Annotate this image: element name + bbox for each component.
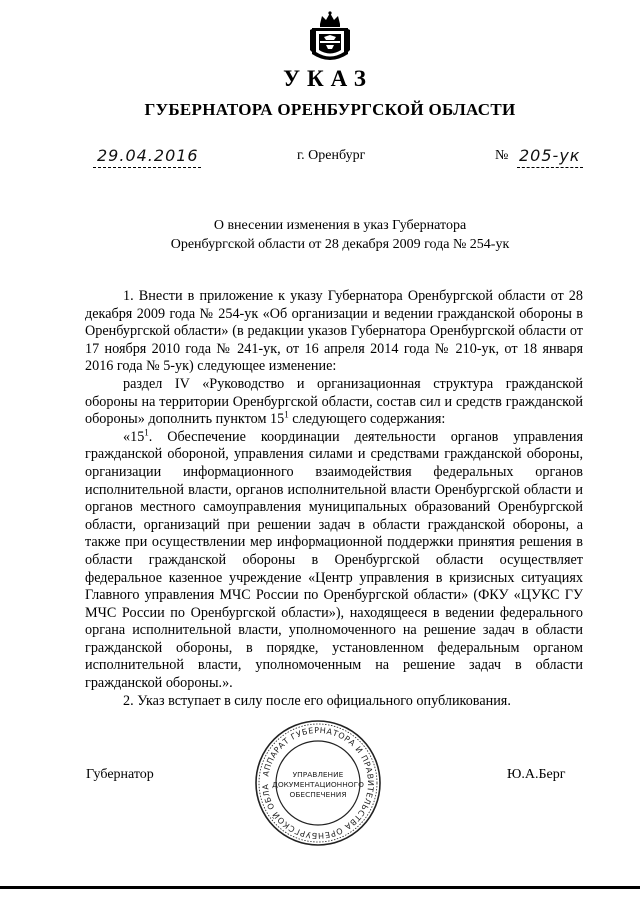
decree-number — [495, 146, 595, 170]
stamp-line: УПРАВЛЕНИЕ — [292, 770, 344, 779]
superscript: 1 — [144, 427, 149, 438]
stamp-ring-text: АППАРАТ ГУБЕРНАТОРА И ПРАВИТЕЛЬСТВА ОРЕНБУРГСКОЙ ОБЛА — [260, 725, 376, 841]
paragraph-3-text: . Обеспечение координации деятельности органов управления гражданской обороной, управления силами и средствами гражданской обороны, организации информационного взаимодействия федеральных органов исполнительной власти, органов исполнительной власти Оренбургской области и органов местного самоуправления муниципальных образований Оренбургской области, организаций при решении задач в области гражданской обороны, а также при осуществлении мер информационной поддержки принятия решения в области гражданской обороны в Оренбургской области осуществляет федеральное казенное учреждение «Центр управления в кризисных ситуациях Главного управления МЧС России по Оренбургской области» (ФКУ «ЦУКС ГУ МЧС России по Оренбургской области»), находящееся в ведении федерального органа исполнительной власти, уполномоченного на решение задач в области гражданской обороны, в порядке, установленном федеральным органом исполнительной власти, уполномоченным на решение задач в области гражданской обороны.». — [85, 428, 583, 692]
handwritten-number: 205-ук — [519, 146, 581, 165]
paragraph-4: 2. Указ вступает в силу после его официального опубликования. — [123, 692, 511, 709]
stamp-line: ОБЕСПЕЧЕНИЯ — [289, 790, 347, 799]
date-underline — [93, 167, 201, 168]
page-bottom-rule — [0, 886, 640, 889]
stamp-inner-text — [252, 770, 384, 800]
decree-date — [93, 146, 203, 170]
issuer-title: ГУБЕРНАТОРА ОРЕНБУРГСКОЙ ОБЛАСТИ — [144, 100, 516, 119]
paragraph-3-head: «15 — [123, 428, 145, 445]
paragraph-3 — [85, 429, 583, 693]
decree-title: УКАЗ — [283, 66, 373, 91]
subject-line-1: О внесении изменения в указ Губернатора — [213, 218, 467, 233]
stamp-line: ДОКУМЕНТАЦИОННОГО — [272, 780, 364, 789]
paragraph-1: 1. Внести в приложение к указу Губернатора Оренбургской области от 28 декабря 2009 года № 254-ук «Об организации и ведении гражданской обороны в Оренбургской области» (в редакции указов Губернатора Оренбургской области от 17 ноября 2010 года № 241-ук, от 16 апреля 2014 года № 210-ук, от 18 января 2016 года № 5-ук) следующее изменение: — [85, 288, 583, 375]
paragraph-2 — [85, 376, 583, 429]
subject-line-2: Оренбургской области от 28 декабря 2009 года № 254-ук — [170, 237, 510, 252]
number-label: № — [495, 148, 509, 163]
paragraph-2-tail: следующего содержания: — [288, 411, 446, 428]
number-underline — [517, 167, 583, 168]
official-stamp — [252, 718, 384, 848]
paragraph-2-text: раздел IV «Руководство и организационная структура гражданской обороны на территории Оренбургской области, состав сил и средств гражданской обороны» дополнить пунктом 15 — [85, 375, 583, 428]
handwritten-date: 29.04.2016 — [97, 146, 199, 165]
decree-body — [85, 288, 583, 710]
orenburg-coat-of-arms-icon — [308, 10, 352, 66]
superscript: 1 — [284, 409, 289, 420]
decree-city: г. Оренбург — [297, 148, 366, 163]
signatory-name: Ю.А.Берг — [507, 767, 566, 782]
signatory-role: Губернатор — [86, 767, 154, 782]
